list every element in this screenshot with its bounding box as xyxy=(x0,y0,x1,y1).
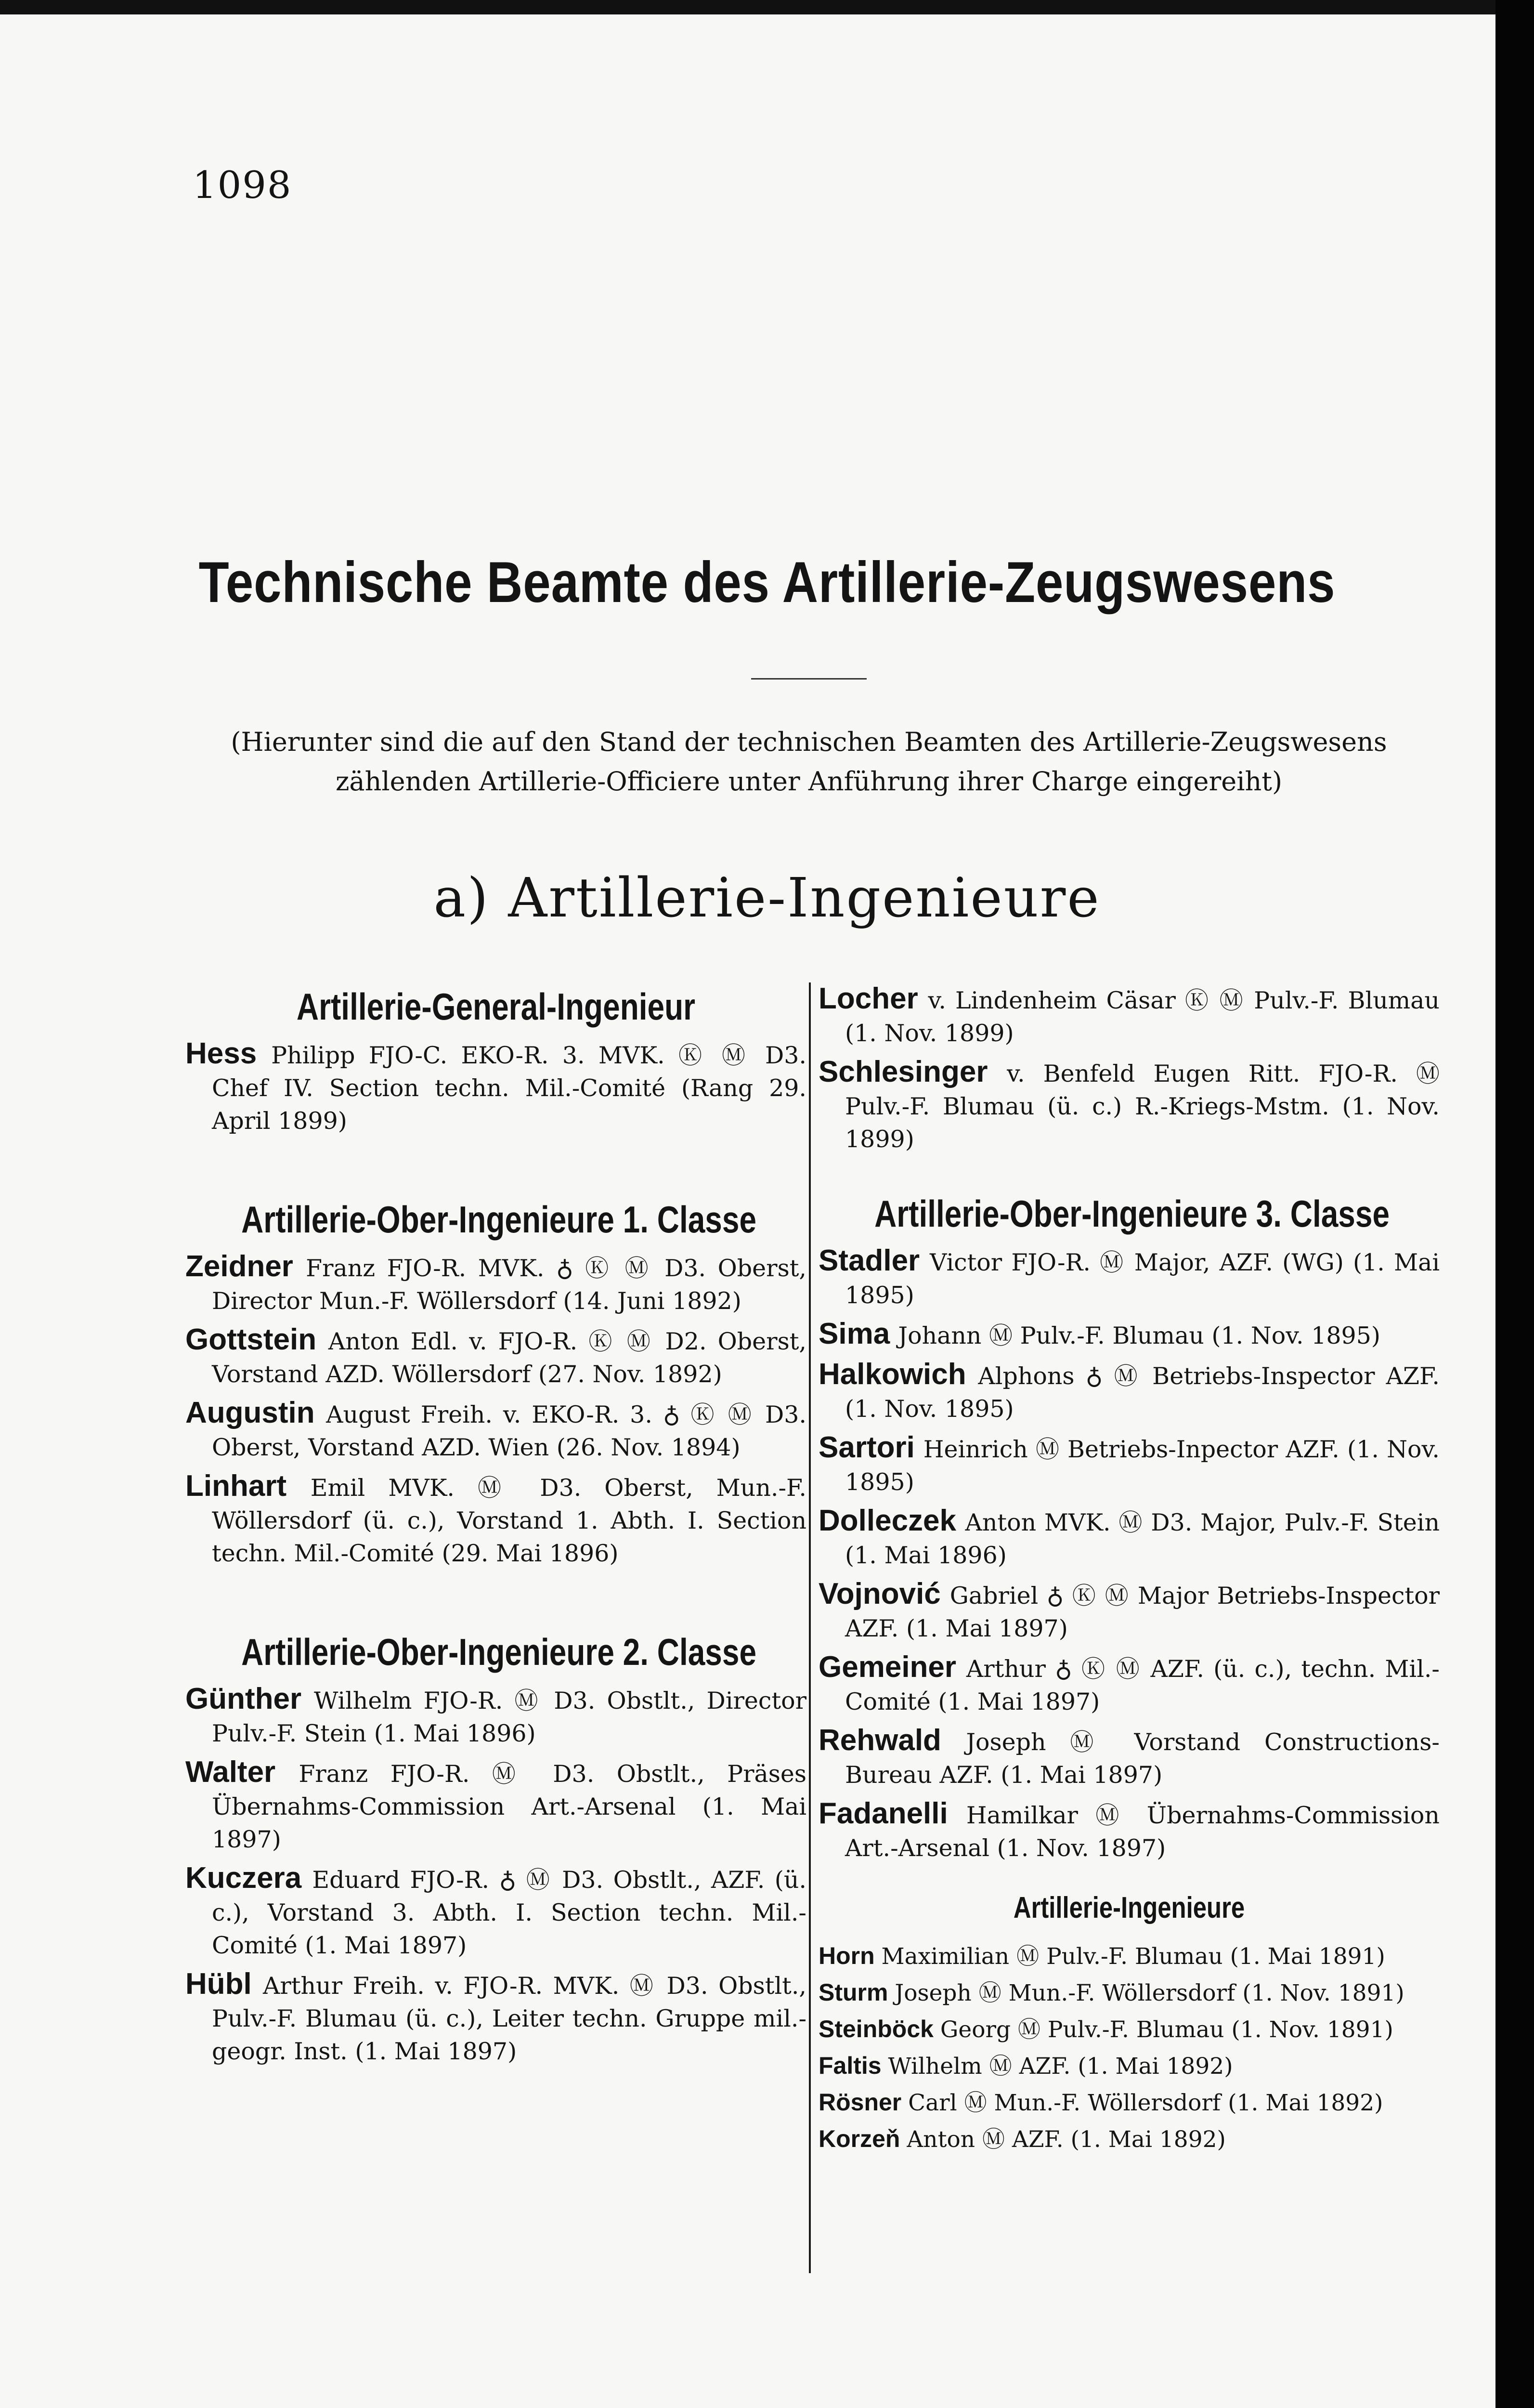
entry xyxy=(185,1037,806,1138)
entry-details: Joseph Ⓜ Mun.-F. Wöllersdorf (1. Nov. 1891) xyxy=(895,1980,1404,2006)
entry-details: Eduard FJO-R. ♁ Ⓜ D3. Obstlt., AZF. (ü. c.), Vorstand 3. Abth. I. Section techn. Mil.-Comité (1. Mai 1897) xyxy=(212,1866,806,1959)
entry-details: Arthur ♁ Ⓚ Ⓜ AZF. (ü. c.), techn. Mil.-Comité (1. Mai 1897) xyxy=(845,1655,1440,1715)
entry-name: Zeidner xyxy=(185,1250,306,1283)
entry xyxy=(819,1318,1440,1352)
entry xyxy=(185,1250,806,1318)
entry-details: Wilhelm Ⓜ AZF. (1. Mai 1892) xyxy=(888,2053,1233,2080)
entry-name: Korzeň xyxy=(819,2125,907,2152)
entry xyxy=(819,1939,1440,1974)
column-divider xyxy=(809,982,811,2273)
entry-name: Walter xyxy=(185,1755,299,1789)
entry xyxy=(185,1862,806,1962)
entry-details: v. Lindenheim Cäsar Ⓚ Ⓜ Pulv.-F. Blumau (1. Nov. 1899) xyxy=(845,987,1440,1047)
intro-note: (Hierunter sind die auf den Stand der technischen Beamten des Artillerie-Zeugswesens zählenden Artillerie-Officiere unter Anführung ihrer Charge eingereiht) xyxy=(231,727,1387,797)
entry xyxy=(819,2122,1440,2157)
entry-details: Anton MVK. Ⓜ D3. Major, Pulv.-F. Stein (1. Mai 1896) xyxy=(845,1509,1440,1569)
entry xyxy=(819,2049,1440,2083)
entry-name: Fadanelli xyxy=(819,1797,966,1830)
entry-details: Emil MVK. Ⓜ D3. Oberst, Mun.-F. Wöllersdorf (ü. c.), Vorstand 1. Abth. I. Section techn. Mil.-Comité (29. Mai 1896) xyxy=(212,1474,807,1567)
entry xyxy=(819,1431,1440,1499)
entry-details: Maximilian Ⓜ Pulv.-F. Blumau (1. Mai 1891) xyxy=(881,1943,1385,1970)
entry-name: Kuczera xyxy=(185,1861,312,1895)
entry xyxy=(185,1323,806,1391)
category-heading: Artillerie-General-Ingenieur xyxy=(296,985,696,1028)
category-heading: Artillerie-Ober-Ingenieure 2. Classe xyxy=(241,1631,757,1673)
entry-name: Hübl xyxy=(185,1967,263,2001)
page-number: 1098 xyxy=(193,164,292,207)
page-title: Technische Beamte des Artillerie-Zeugswesens xyxy=(198,550,1336,615)
entry-details: Anton Edl. v. FJO-R. Ⓚ Ⓜ D2. Oberst, Vorstand AZD. Wöllersdorf (27. Nov. 1892) xyxy=(212,1328,807,1388)
entry-details: Anton Ⓜ AZF. (1. Mai 1892) xyxy=(907,2126,1226,2153)
entry-details: Heinrich Ⓜ Betriebs-Inpector AZF. (1. Nov. 1895) xyxy=(845,1436,1440,1496)
entry-name: Augustin xyxy=(185,1396,326,1429)
entry-name: Schlesinger xyxy=(819,1055,1007,1088)
entry xyxy=(819,1976,1440,2010)
entry-details: Arthur Freih. v. FJO-R. MVK. Ⓜ D3. Obstlt., Pulv.-F. Blumau (ü. c.), Leiter techn. Gruppe mil.-geogr. Inst. (1. Mai 1897) xyxy=(212,1972,806,2065)
entry xyxy=(185,1756,806,1856)
entry-details: Carl Ⓜ Mun.-F. Wöllersdorf (1. Mai 1892) xyxy=(908,2090,1383,2116)
entry-name: Gottstein xyxy=(185,1323,328,1356)
entry-name: Rösner xyxy=(819,2089,909,2116)
right-column xyxy=(819,982,1440,2159)
entry-name: Sima xyxy=(819,1317,898,1350)
entry-details: v. Benfeld Eugen Ritt. FJO-R. Ⓜ Pulv.-F. Blumau (ü. c.) R.-Kriegs-Mstm. (1. Nov. 1899) xyxy=(845,1060,1440,1153)
scan-top-edge xyxy=(0,0,1534,14)
entry-details: Wilhelm FJO-R. Ⓜ D3. Obstlt., Director Pulv.-F. Stein (1. Mai 1896) xyxy=(212,1687,806,1747)
title-rule xyxy=(751,678,867,680)
entry xyxy=(819,1056,1440,1156)
scan-right-edge xyxy=(1495,0,1534,2408)
entry-details: Franz FJO-R. MVK. ♁ Ⓚ Ⓜ D3. Oberst, Director Mun.-F. Wöllersdorf (14. Juni 1892) xyxy=(212,1255,806,1315)
entry-name: Steinböck xyxy=(819,2015,940,2042)
entry-name: Rehwald xyxy=(819,1724,966,1757)
left-column xyxy=(185,982,806,2074)
entry-name: Horn xyxy=(819,1942,882,1969)
entry-name: Sturm xyxy=(819,1979,895,2006)
entry-name: Vojnović xyxy=(819,1577,950,1610)
entry xyxy=(185,1683,806,1750)
entry-details: Alphons ♁ Ⓜ Betriebs-Inspector AZF. (1. Nov. 1895) xyxy=(845,1362,1440,1423)
entry-name: Locher xyxy=(819,982,928,1015)
category-heading: Artillerie-Ober-Ingenieure 3. Classe xyxy=(874,1192,1390,1235)
entry-name: Halkowich xyxy=(819,1358,978,1391)
entry-details: Philipp FJO-C. EKO-R. 3. MVK. Ⓚ Ⓜ D3. Chef IV. Section techn. Mil.-Comité (Rang 29. April 1899) xyxy=(212,1042,806,1135)
entry xyxy=(185,1968,806,2068)
entry-name: Günther xyxy=(185,1682,314,1715)
entry-name: Linhart xyxy=(185,1469,311,1503)
entry-name: Stadler xyxy=(819,1244,930,1277)
entry-name: Sartori xyxy=(819,1431,923,1464)
entry xyxy=(819,1244,1440,1312)
entry-details: Johann Ⓜ Pulv.-F. Blumau (1. Nov. 1895) xyxy=(898,1322,1381,1349)
category-heading: Artillerie-Ober-Ingenieure 1. Classe xyxy=(241,1198,757,1241)
entry-name: Faltis xyxy=(819,2052,888,2079)
entry-name: Gemeiner xyxy=(819,1650,966,1684)
entry-details: Victor FJO-R. Ⓜ Major, AZF. (WG) (1. Mai 1895) xyxy=(845,1249,1440,1309)
entry xyxy=(819,2012,1440,2047)
category-heading: Artillerie-Ingenieure xyxy=(1013,1891,1245,1924)
entry-name: Hess xyxy=(185,1037,272,1070)
entry xyxy=(819,1797,1440,1865)
entry xyxy=(819,1578,1440,1645)
entry-details: August Freih. v. EKO-R. 3. ♁ Ⓚ Ⓜ D3. Oberst, Vorstand AZD. Wien (26. Nov. 1894) xyxy=(212,1401,807,1461)
entry xyxy=(185,1470,806,1570)
section-heading: a) Artillerie-Ingenieure xyxy=(433,867,1101,929)
entry xyxy=(819,982,1440,1050)
entry-details: Georg Ⓜ Pulv.-F. Blumau (1. Nov. 1891) xyxy=(940,2016,1393,2043)
entry xyxy=(819,2085,1440,2120)
entry-details: Hamilkar Ⓜ Übernahms-Commission Art.-Arsenal (1. Nov. 1897) xyxy=(845,1802,1440,1862)
entry xyxy=(185,1397,806,1464)
entry-details: Joseph Ⓜ Vorstand Constructions-Bureau AZF. (1. Mai 1897) xyxy=(845,1728,1440,1789)
entry-name: Dolleczek xyxy=(819,1504,965,1537)
entry-details: Gabriel ♁ Ⓚ Ⓜ Major Betriebs-Inspector AZF. (1. Mai 1897) xyxy=(845,1582,1440,1642)
entry xyxy=(819,1358,1440,1426)
entry xyxy=(819,1724,1440,1792)
entry xyxy=(819,1651,1440,1718)
entry-details: Franz FJO-R. Ⓜ D3. Obstlt., Präses Übernahms-Commission Art.-Arsenal (1. Mai 1897) xyxy=(212,1760,807,1853)
entry xyxy=(819,1505,1440,1572)
